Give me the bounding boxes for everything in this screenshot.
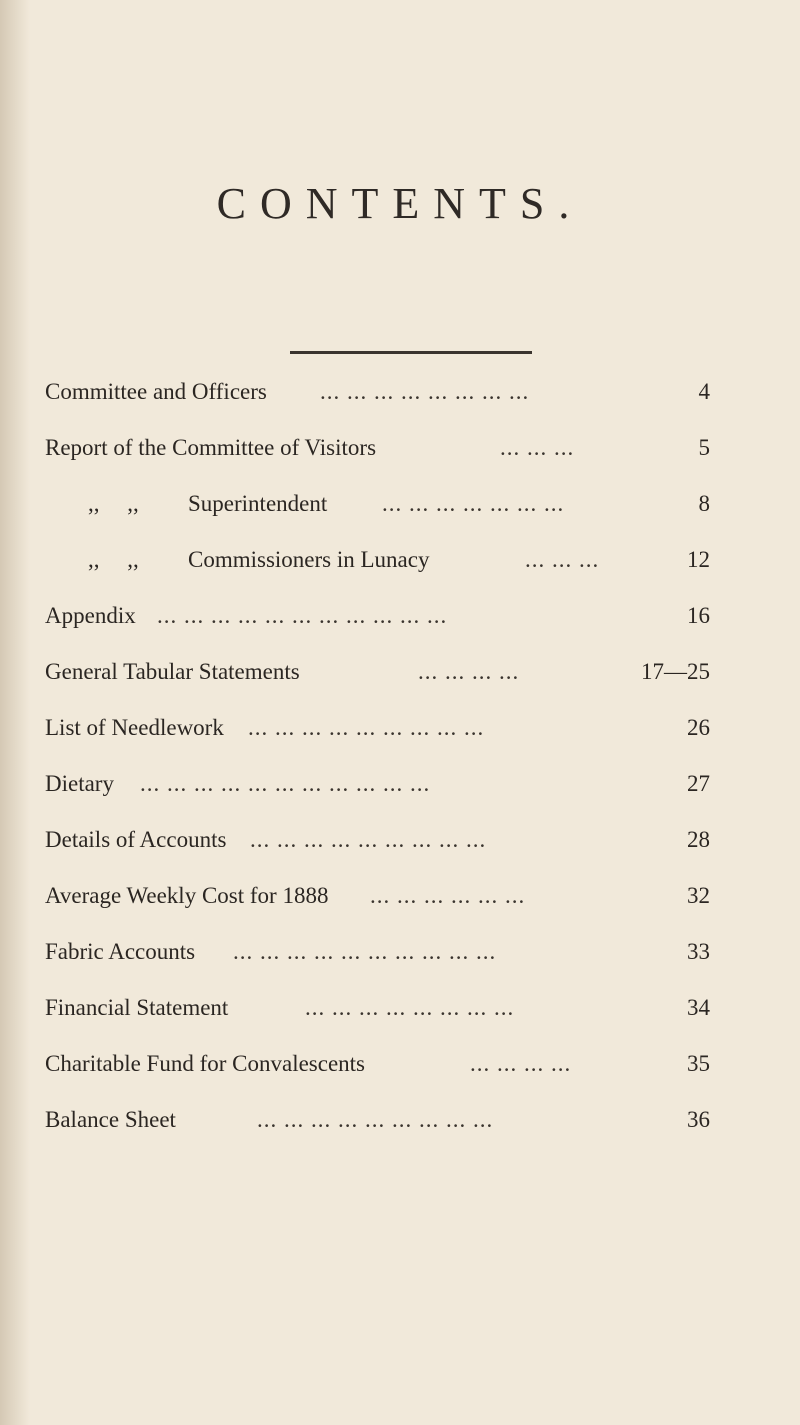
toc-entry-page: 16 <box>687 603 710 628</box>
toc-entry-page: 27 <box>687 771 710 796</box>
toc-entry <box>0 764 800 804</box>
toc-leader-dots: ... ... ... ... <box>418 659 520 684</box>
toc-entry-label: Superintendent <box>188 491 328 516</box>
toc-entry-label: Committee and Officers <box>45 379 267 404</box>
toc-entry-label: Dietary <box>45 771 114 796</box>
toc-entry <box>0 652 800 692</box>
toc-leader-dots: ... ... ... ... ... ... ... ... ... <box>257 1107 494 1132</box>
toc-leader-dots: ... ... ... ... ... ... ... ... ... ... <box>233 939 497 964</box>
toc-entry-page: 28 <box>687 827 710 852</box>
toc-entry-page: 5 <box>698 435 710 460</box>
toc-entry-label: Average Weekly Cost for 1888 <box>45 883 329 908</box>
toc-entry <box>0 372 800 412</box>
toc-entry-label: Financial Statement <box>45 995 229 1020</box>
toc-entry <box>0 484 800 524</box>
toc-entry-page: 8 <box>698 491 710 516</box>
toc-entry <box>0 1100 800 1140</box>
toc-entry-page: 26 <box>687 715 710 740</box>
toc-entry-label: Commissioners in Lunacy <box>188 547 430 572</box>
toc-leader-dots: ... ... ... ... ... ... ... ... ... ... ... <box>140 771 431 796</box>
toc-leader-dots: ... ... ... ... ... ... ... ... <box>305 995 515 1020</box>
toc-entry-label: Appendix <box>45 603 136 628</box>
toc-entry-page: 17—25 <box>641 659 710 684</box>
toc-entry-label: General Tabular Statements <box>45 659 300 684</box>
toc-entry-page: 12 <box>687 547 710 572</box>
toc-entry-page: 36 <box>687 1107 710 1132</box>
page-title: CONTENTS. <box>216 179 584 228</box>
toc-leader-dots: ... ... ... ... ... ... ... <box>382 491 565 516</box>
toc-entry-page: 34 <box>687 995 710 1020</box>
toc-entry-page: 35 <box>687 1051 710 1076</box>
toc-entry-page: 33 <box>687 939 710 964</box>
toc-entry <box>0 876 800 916</box>
ditto-marks: ,, ,, <box>88 491 139 516</box>
ditto-marks: ,, ,, <box>88 547 139 572</box>
toc-leader-dots: ... ... ... ... ... ... <box>370 883 526 908</box>
toc-entry <box>0 820 800 860</box>
toc-leader-dots: ... ... ... ... ... ... ... ... <box>320 379 530 404</box>
toc-leader-dots: ... ... ... ... ... ... ... ... ... <box>250 827 487 852</box>
toc-entry-label: Balance Sheet <box>45 1107 176 1132</box>
toc-entry <box>0 540 800 580</box>
toc-entry <box>0 708 800 748</box>
toc-entry-label: Report of the Committee of Visitors <box>45 435 377 460</box>
toc-entry <box>0 428 800 468</box>
toc-entry-label: Charitable Fund for Convalescents <box>45 1051 366 1076</box>
toc-entry-label: Fabric Accounts <box>45 939 196 964</box>
toc-leader-dots: ... ... ... <box>525 547 600 572</box>
toc-entry <box>0 932 800 972</box>
toc-entry <box>0 988 800 1028</box>
toc-leader-dots: ... ... ... ... ... ... ... ... ... ... ... <box>157 603 448 628</box>
toc-entry <box>0 596 800 636</box>
toc-entry-label: Details of Accounts <box>45 827 227 852</box>
toc-entry <box>0 1044 800 1084</box>
toc-leader-dots: ... ... ... ... ... ... ... ... ... <box>248 715 485 740</box>
toc-leader-dots: ... ... ... ... <box>470 1051 572 1076</box>
toc-leader-dots: ... ... ... <box>500 435 575 460</box>
toc-entry-page: 4 <box>698 379 710 404</box>
toc-entry-page: 32 <box>687 883 710 908</box>
title-rule <box>290 351 532 354</box>
toc-entry-label: List of Needlework <box>45 715 224 740</box>
